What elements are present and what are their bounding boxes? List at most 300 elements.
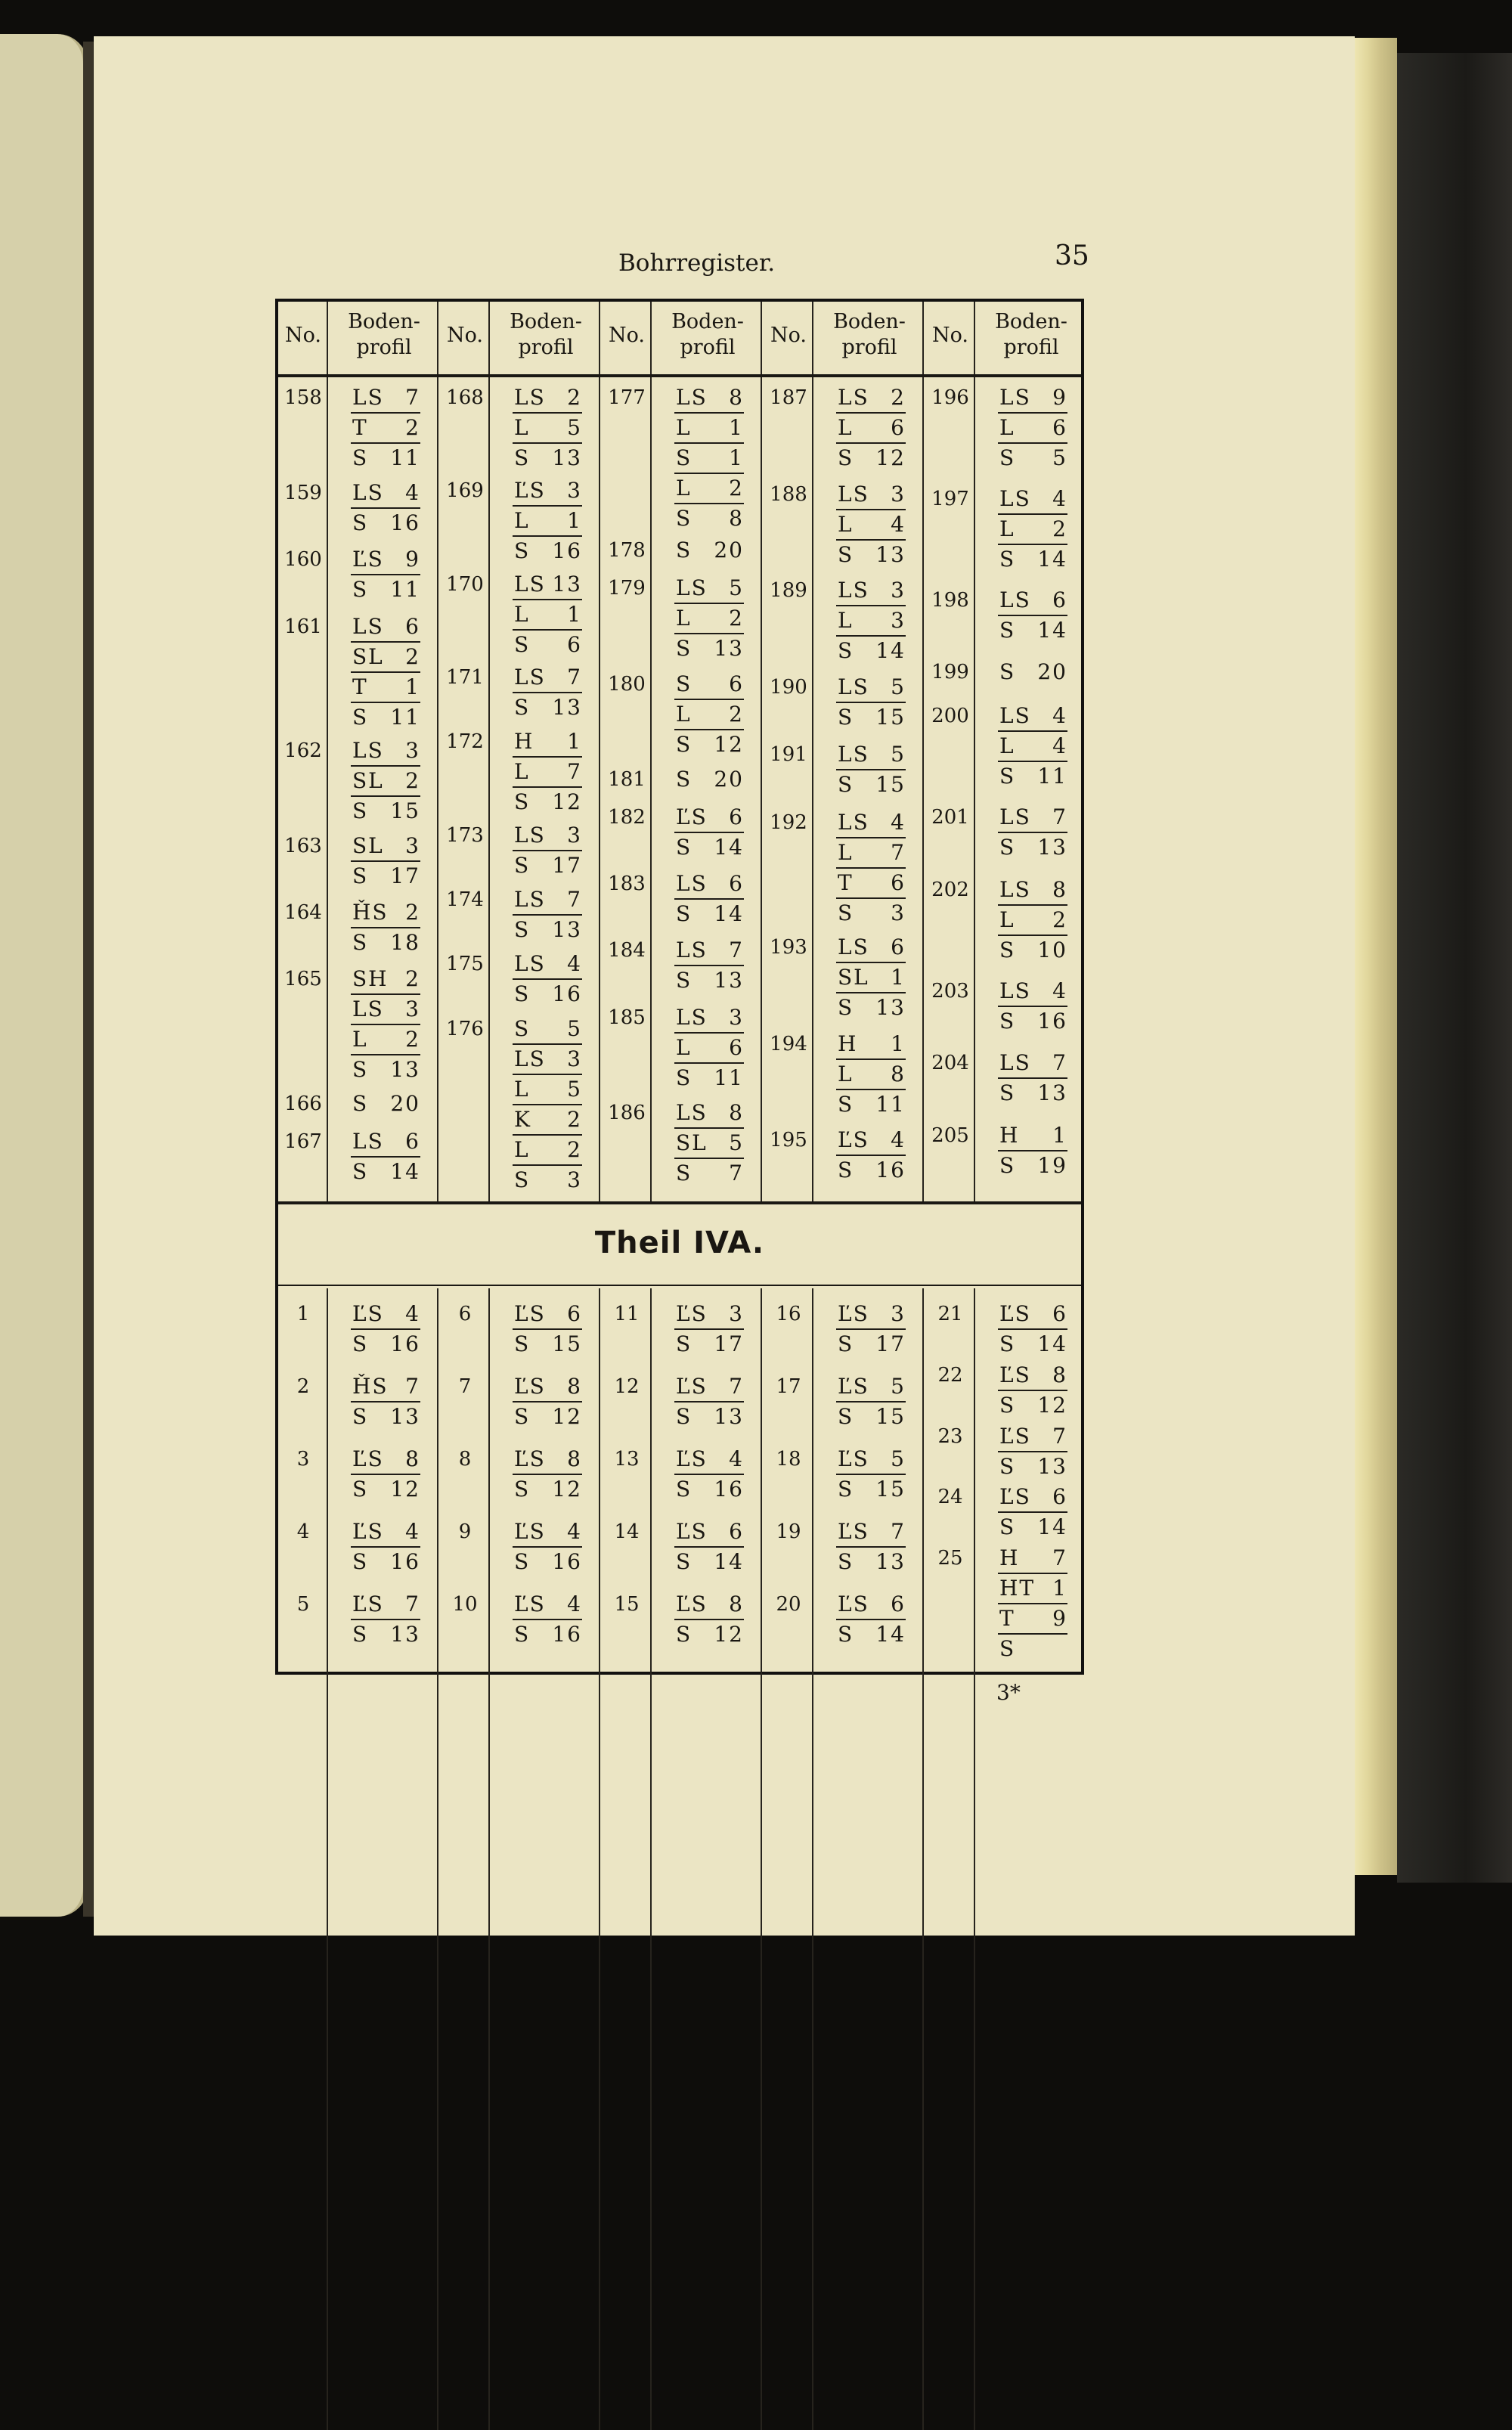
soil-type: LS <box>838 674 869 699</box>
soil-layer <box>674 574 744 603</box>
soil-layer <box>836 1058 906 1089</box>
soil-layer <box>513 629 582 659</box>
entry-number: 24 <box>937 1486 963 1509</box>
layer-depth: 3 <box>405 996 420 1022</box>
soil-layer <box>513 756 582 786</box>
soil-type: SL <box>838 965 869 990</box>
soil-type: ȞS <box>352 1374 389 1399</box>
soil-profile <box>836 383 906 473</box>
soil-type: LS <box>838 578 869 603</box>
entry-number: 180 <box>608 672 646 696</box>
soil-layer <box>836 1619 906 1649</box>
soil-layer <box>836 383 906 412</box>
soil-profile <box>836 933 906 1022</box>
column-rule <box>922 1288 924 2430</box>
layer-depth: 8 <box>1052 876 1067 902</box>
layer-depth: 7 <box>1052 804 1067 829</box>
book-gutter <box>83 42 94 1917</box>
entry-number: 199 <box>931 661 969 684</box>
column-rule <box>437 302 438 1201</box>
soil-profile <box>998 977 1067 1036</box>
soil-type: LS <box>514 665 546 690</box>
soil-type: S <box>352 1090 369 1116</box>
layer-depth: 1 <box>891 965 906 990</box>
layer-depth: 13 <box>714 636 744 662</box>
soil-layer <box>836 442 906 473</box>
soil-layer <box>836 1328 906 1359</box>
layer-depth: 8 <box>729 1099 744 1125</box>
soil-profile <box>351 832 420 891</box>
entry-number: 169 <box>446 479 484 503</box>
soil-profile <box>998 586 1067 645</box>
soil-type: S <box>676 671 692 696</box>
soil-layer <box>513 850 582 880</box>
column-rule <box>327 302 328 1201</box>
soil-layer <box>674 1062 744 1093</box>
soil-type: S <box>514 1622 531 1647</box>
soil-profile <box>836 1517 906 1576</box>
soil-layer <box>674 442 744 473</box>
soil-layer <box>998 1573 1067 1603</box>
soil-layer <box>674 670 744 699</box>
layer-depth: 13 <box>714 1404 744 1429</box>
soil-layer <box>513 1372 582 1401</box>
soil-layer <box>674 603 744 633</box>
entry-number: 188 <box>770 482 807 506</box>
layer-depth: 14 <box>714 901 744 927</box>
layer-depth: 7 <box>405 1592 420 1616</box>
soil-layer <box>674 936 744 965</box>
layer-depth: 17 <box>552 852 582 878</box>
soil-type: S <box>999 617 1016 643</box>
layer-depth: 8 <box>567 1446 582 1471</box>
soil-type: T <box>838 869 854 895</box>
soil-profile <box>674 765 744 794</box>
soil-layer <box>513 1546 582 1576</box>
soil-type: S <box>999 1008 1016 1034</box>
soil-profile <box>674 1099 744 1188</box>
soil-type: LS <box>999 485 1031 511</box>
column-rule <box>488 1288 490 2430</box>
layer-depth: 4 <box>729 1446 744 1471</box>
soil-profile <box>513 1015 582 1195</box>
layer-depth: 15 <box>390 798 420 823</box>
layer-depth: 3 <box>729 1301 744 1326</box>
soil-type: S <box>514 1015 531 1041</box>
entry-number: 184 <box>608 939 646 962</box>
soil-layer <box>351 765 420 795</box>
soil-layer <box>513 1104 582 1134</box>
soil-type: S <box>514 445 531 470</box>
soil-layer <box>674 503 744 533</box>
layer-depth: 13 <box>1037 1453 1067 1479</box>
soil-layer <box>674 1300 744 1328</box>
entry-number: 198 <box>931 588 969 612</box>
soil-layer <box>836 808 906 837</box>
soil-profile <box>836 1030 906 1119</box>
soil-type: S <box>514 1404 531 1429</box>
table-rule <box>278 1201 1081 1204</box>
soil-profile <box>674 574 744 663</box>
soil-type: L <box>838 839 854 865</box>
soil-layer <box>674 633 744 663</box>
layer-depth: 6 <box>729 804 744 829</box>
soil-layer <box>836 1590 906 1619</box>
soil-profile <box>836 673 906 732</box>
page-edges <box>1353 38 1397 1875</box>
layer-depth: 2 <box>405 900 420 925</box>
soil-type: ĽS <box>676 1374 708 1399</box>
soil-profile <box>351 1517 420 1576</box>
layer-depth: 8 <box>567 1374 582 1399</box>
soil-profile <box>513 1372 582 1431</box>
soil-type: ĽS <box>514 478 546 504</box>
soil-type: LS <box>352 480 384 506</box>
layer-depth: 5 <box>891 1374 906 1399</box>
entry-number: 161 <box>284 615 322 638</box>
soil-type: L <box>838 415 854 440</box>
layer-depth: 20 <box>1037 659 1067 685</box>
column-rule <box>974 302 975 1201</box>
soil-layer <box>836 897 906 928</box>
entry-number: 4 <box>296 1520 310 1543</box>
soil-layer <box>836 605 906 635</box>
soil-type: LS <box>999 587 1031 612</box>
layer-depth: 3 <box>567 822 582 848</box>
soil-profile <box>836 808 906 928</box>
soil-layer <box>351 383 420 412</box>
layer-depth: 9 <box>1052 385 1067 410</box>
layer-depth: 4 <box>891 1127 906 1153</box>
soil-layer <box>836 867 906 897</box>
layer-depth: 7 <box>1052 1423 1067 1449</box>
soil-layer <box>674 1158 744 1188</box>
soil-profile <box>351 545 420 604</box>
soil-profile <box>998 803 1067 862</box>
entry-number: 196 <box>931 386 969 409</box>
soil-type: L <box>514 508 530 534</box>
soil-layer <box>674 898 744 928</box>
layer-depth: 16 <box>552 981 582 1007</box>
soil-profile <box>998 1483 1067 1542</box>
entry-number: 202 <box>931 878 969 901</box>
soil-layer <box>513 535 582 566</box>
soil-layer <box>836 635 906 665</box>
column-rule <box>650 302 652 1201</box>
soil-layer <box>513 1164 582 1195</box>
header-no: No. <box>285 324 321 347</box>
soil-profile <box>998 1300 1067 1359</box>
soil-layer <box>674 1546 744 1576</box>
entry-number: 2 <box>296 1375 310 1398</box>
layer-depth: 7 <box>405 1374 420 1399</box>
soil-profile <box>513 950 582 1009</box>
soil-type: S <box>676 766 692 792</box>
layer-depth: 13 <box>552 917 582 942</box>
soil-layer <box>674 536 744 565</box>
soil-layer <box>513 412 582 442</box>
soil-profile <box>351 383 420 473</box>
entry-number: 179 <box>608 577 646 600</box>
soil-type: S <box>676 506 692 531</box>
entry-number: 12 <box>614 1375 640 1398</box>
soil-layer <box>351 927 420 957</box>
soil-type: S <box>514 1477 531 1502</box>
soil-type: LS <box>352 996 384 1022</box>
header-no: No. <box>447 324 483 347</box>
soil-type: ĽS <box>838 1592 869 1616</box>
soil-profile <box>513 663 582 722</box>
soil-type: S <box>838 638 854 664</box>
layer-depth: 6 <box>1052 587 1067 612</box>
soil-type: S <box>999 1153 1016 1179</box>
soil-profile <box>513 1445 582 1504</box>
soil-layer <box>836 837 906 867</box>
soil-profile <box>351 612 420 732</box>
soil-type: LS <box>514 951 546 977</box>
soil-layer <box>513 821 582 850</box>
soil-type: LS <box>514 887 546 912</box>
soil-type: LS <box>838 385 869 410</box>
soil-type: S <box>676 1477 692 1502</box>
soil-type: S <box>352 798 369 823</box>
soil-layer <box>351 479 420 507</box>
entry-number: 13 <box>614 1448 640 1471</box>
layer-depth: 1 <box>405 674 420 699</box>
soil-type: S <box>999 1392 1016 1418</box>
layer-depth: 10 <box>1037 937 1067 962</box>
soil-layer <box>351 641 420 671</box>
layer-depth: 5 <box>567 1076 582 1102</box>
soil-type: L <box>514 415 530 440</box>
soil-layer <box>836 740 906 769</box>
layer-depth: 13 <box>1037 835 1067 860</box>
soil-type: LS <box>999 804 1031 829</box>
soil-layer <box>998 1544 1067 1573</box>
soil-layer <box>674 1099 744 1127</box>
soil-profile <box>674 536 744 565</box>
soil-type: HT <box>999 1576 1036 1601</box>
soil-type: S <box>676 968 692 993</box>
soil-layer <box>513 570 582 599</box>
layer-depth: 3 <box>891 578 906 603</box>
entry-number: 10 <box>452 1593 478 1616</box>
layer-depth: 12 <box>552 789 582 815</box>
soil-profile <box>836 1126 906 1185</box>
entry-number: 173 <box>446 823 484 847</box>
layer-depth: 3 <box>405 833 420 858</box>
soil-type: S <box>676 636 692 662</box>
soil-type: S <box>676 731 692 757</box>
layer-depth: 12 <box>714 1622 744 1647</box>
soil-type: LS <box>676 385 708 410</box>
entry-number: 170 <box>446 572 484 596</box>
entry-number: 162 <box>284 739 322 762</box>
layer-depth: 17 <box>714 1331 744 1356</box>
soil-type: S <box>999 445 1016 470</box>
soil-profile <box>351 1445 420 1504</box>
soil-type: ĽS <box>999 1484 1031 1510</box>
soil-layer <box>998 1603 1067 1633</box>
soil-type: L <box>514 601 530 627</box>
soil-type: S <box>514 789 531 815</box>
soil-layer <box>351 1024 420 1054</box>
soil-layer <box>836 992 906 1022</box>
column-rule <box>327 1288 328 2430</box>
soil-type: S <box>999 1514 1016 1540</box>
soil-layer <box>513 383 582 412</box>
layer-depth: 1 <box>567 508 582 534</box>
soil-layer <box>998 658 1067 687</box>
soil-layer <box>674 1619 744 1649</box>
soil-type: S <box>676 1331 692 1356</box>
soil-type: S <box>676 1622 692 1647</box>
soil-layer <box>674 699 744 729</box>
book-cover <box>1397 53 1512 1883</box>
layer-depth: 4 <box>1052 978 1067 1003</box>
soil-profile <box>998 876 1067 965</box>
soil-type: L <box>676 701 692 727</box>
soil-layer <box>998 1077 1067 1108</box>
soil-type: S <box>352 577 369 603</box>
soil-type: L <box>676 415 692 440</box>
soil-layer <box>674 729 744 759</box>
layer-depth: 14 <box>714 1549 744 1574</box>
layer-depth: 13 <box>390 1622 420 1647</box>
layer-depth: 2 <box>405 767 420 793</box>
table-rule <box>278 374 1081 377</box>
soil-type: S <box>514 917 531 942</box>
layer-depth: 15 <box>552 1331 582 1356</box>
soil-layer <box>351 574 420 604</box>
soil-layer <box>351 1054 420 1084</box>
soil-type: S <box>838 541 854 567</box>
soil-type: LS <box>676 871 708 897</box>
entry-number: 159 <box>284 482 322 505</box>
soil-type: LS <box>999 1050 1031 1076</box>
layer-depth: 2 <box>405 1027 420 1052</box>
layer-depth: 12 <box>714 731 744 757</box>
layer-depth: 14 <box>875 1622 906 1647</box>
layer-depth: 11 <box>390 445 420 470</box>
soil-layer <box>351 898 420 927</box>
entry-number: 3 <box>296 1448 310 1471</box>
soil-type: S <box>676 901 692 927</box>
soil-type: LS <box>514 822 546 848</box>
soil-profile <box>513 1300 582 1359</box>
soil-type: LS <box>999 703 1031 729</box>
soil-layer <box>998 876 1067 904</box>
soil-profile <box>836 1445 906 1504</box>
entry-number: 17 <box>776 1375 801 1398</box>
soil-layer <box>351 860 420 891</box>
soil-type: LS <box>514 571 546 597</box>
soil-type: ĽS <box>999 1423 1031 1449</box>
layer-depth: 16 <box>390 1331 420 1356</box>
layer-depth: 3 <box>405 737 420 763</box>
soil-type: L <box>676 1034 692 1060</box>
soil-type: S <box>514 695 531 720</box>
soil-layer <box>998 544 1067 574</box>
soil-type: T <box>352 415 368 440</box>
soil-layer <box>836 1517 906 1546</box>
soil-layer <box>836 1155 906 1185</box>
soil-profile <box>513 570 582 659</box>
entry-number: 204 <box>931 1052 969 1075</box>
soil-type: LS <box>999 876 1031 902</box>
soil-profile <box>674 1590 744 1649</box>
layer-depth: 6 <box>1052 1301 1067 1326</box>
soil-type: LS <box>514 1046 546 1071</box>
soil-type: ȞS <box>352 900 389 925</box>
soil-layer <box>998 1300 1067 1328</box>
layer-depth: 2 <box>405 643 420 669</box>
layer-depth: 11 <box>390 704 420 730</box>
soil-layer <box>674 832 744 862</box>
soil-layer <box>836 1445 906 1474</box>
entry-number: 192 <box>770 811 807 834</box>
header-no: No. <box>609 324 645 347</box>
soil-layer <box>351 1156 420 1186</box>
layer-depth: 6 <box>1052 415 1067 440</box>
soil-type: H <box>838 1031 858 1056</box>
soil-layer <box>836 1474 906 1504</box>
soil-type: L <box>514 1136 530 1162</box>
soil-layer <box>513 442 582 473</box>
entry-number: 14 <box>614 1520 640 1543</box>
layer-depth: 7 <box>891 839 906 865</box>
soil-type: ĽS <box>676 1301 708 1326</box>
layer-depth: 13 <box>875 1549 906 1574</box>
soil-type: S <box>514 1167 531 1192</box>
layer-depth: 9 <box>1052 1606 1067 1632</box>
layer-depth: 2 <box>405 966 420 992</box>
soil-layer <box>998 1511 1067 1542</box>
soil-layer <box>998 615 1067 645</box>
layer-depth: 7 <box>729 1374 744 1399</box>
layer-depth: 17 <box>390 863 420 888</box>
soil-layer <box>998 1006 1067 1036</box>
layer-depth: 3 <box>567 478 582 504</box>
soil-type: S <box>838 1091 854 1117</box>
soil-type: ĽS <box>676 1592 708 1616</box>
layer-depth: 12 <box>390 1477 420 1502</box>
layer-depth: 16 <box>552 538 582 564</box>
soil-layer <box>998 904 1067 934</box>
entry-number: 175 <box>446 953 484 976</box>
layer-depth: 6 <box>729 1034 744 1060</box>
layer-depth: 11 <box>875 1091 906 1117</box>
soil-layer <box>998 832 1067 862</box>
soil-type: L <box>514 1076 530 1102</box>
layer-depth: 16 <box>714 1477 744 1502</box>
soil-layer <box>674 1474 744 1504</box>
soil-layer <box>513 1328 582 1359</box>
layer-depth: 1 <box>1052 1123 1067 1148</box>
soil-profile <box>351 1127 420 1186</box>
soil-type: SL <box>676 1130 708 1155</box>
soil-type: ĽS <box>676 804 708 829</box>
layer-depth: 3 <box>729 1004 744 1030</box>
soil-profile <box>513 885 582 944</box>
entry-number: 187 <box>770 386 807 409</box>
soil-layer <box>998 934 1067 965</box>
soil-layer <box>836 673 906 702</box>
soil-type: S <box>514 631 531 657</box>
sheet-signature: 3* <box>996 1680 1021 1705</box>
layer-depth: 4 <box>567 951 582 977</box>
soil-layer <box>513 1043 582 1074</box>
